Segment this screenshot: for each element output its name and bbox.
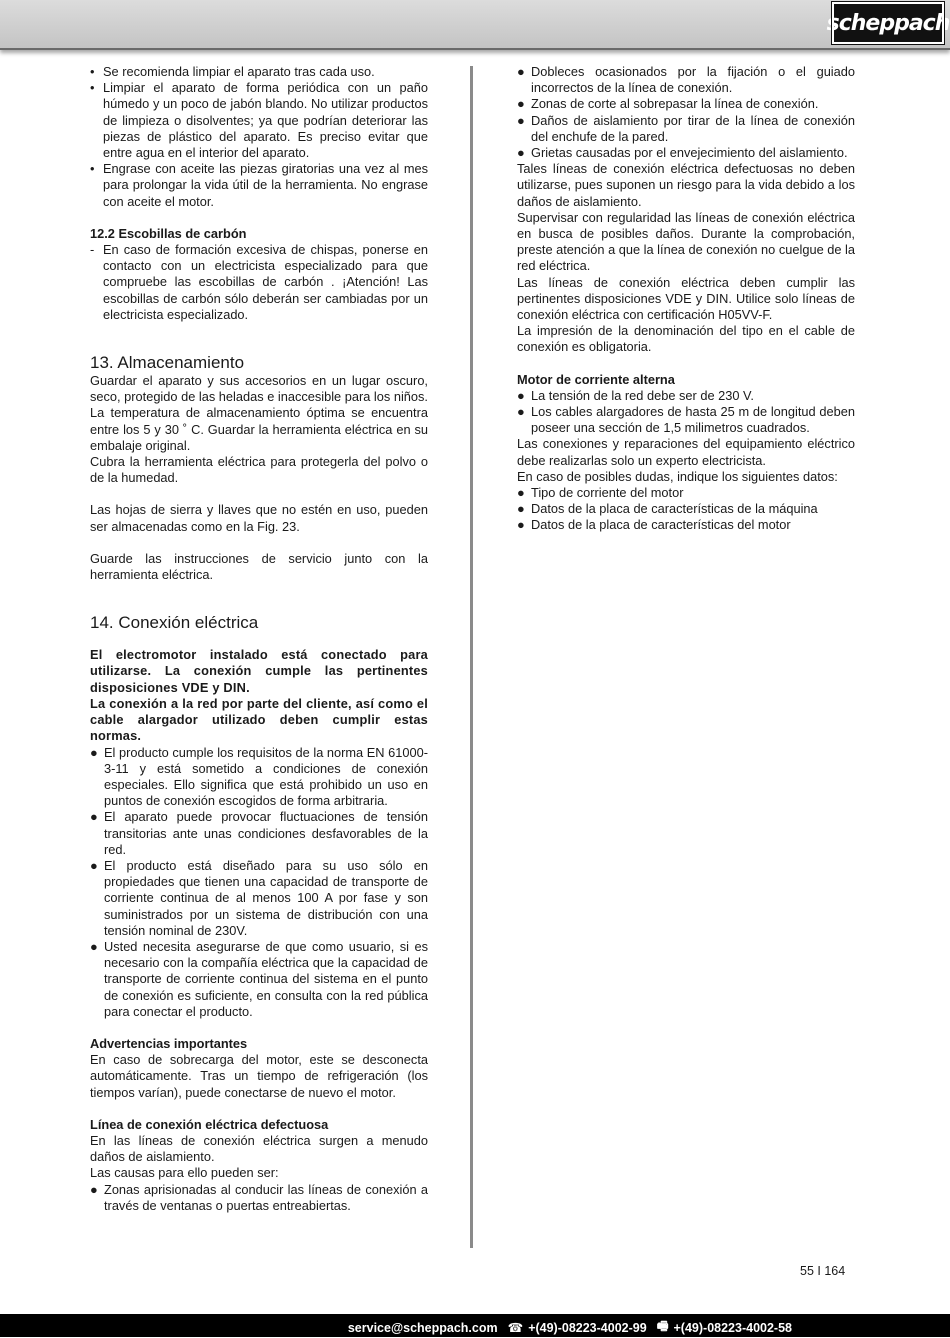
defective-line-heading: Línea de conexión eléctrica defectuosa xyxy=(90,1116,329,1132)
bullet-icon: ● xyxy=(517,501,525,517)
list-item: ● Daños de aislamiento por tirar de la línea de conexión del enchufe de la pared. xyxy=(517,112,855,144)
phone-number: +(49)-08223-4002-99 xyxy=(528,1320,647,1335)
storage-paragraph: Guardar el aparato y sus accesorios en un lugar oscuro, seco, protegido de las heladas e inaccesible para los niños. La temperatura de almacenamiento óptima se encuentra entre los 5 y 30 ˚ C. Guardar la herramienta eléctrica en su embalaje original. xyxy=(90,373,428,453)
data-bullet-list xyxy=(517,485,855,534)
phone-icon: ☎ xyxy=(507,1321,524,1335)
list-item: ● El producto cumple los requisitos de la norma EN 61000-3-11 y está sometido a condiciones de conexión especiales. Ello significa que está prohibido un uso en puntos de conexión escogidos de forma arbitraria. xyxy=(90,744,428,809)
page-number: 55 I 164 xyxy=(800,1264,846,1278)
storage-paragraph: Cubra la herramienta eléctrica para protegerla del polvo o de la humedad. xyxy=(90,454,428,486)
list-item: ● El aparato puede provocar fluctuaciones de tensión transitorias ante unas condiciones desfavorables de la red. xyxy=(90,809,428,857)
list-item: ● Zonas aprisionadas al conducir las líneas de conexión a través de ventanas o puertas entreabiertas. xyxy=(90,1181,428,1213)
bullet-icon: ● xyxy=(90,809,98,825)
list-item: • Se recomienda limpiar el aparato tras cada uso. xyxy=(90,64,375,79)
list-item: ● Usted necesita asegurarse de que como usuario, si es necesario con la compañía eléctrica que la capacidad de transporte de corriente continua del sistema en el punto de conexión es suficiente, en consulta con la red pública para conectar el producto. xyxy=(90,938,428,1019)
causes-bullet-list-continued xyxy=(517,64,855,161)
bullet-icon: ● xyxy=(90,857,98,873)
bullet-icon: ● xyxy=(517,145,525,161)
ac-motor-heading: Motor de corriente alterna xyxy=(517,371,675,387)
doubts-paragraph: En caso de posibles dudas, indique los siguientes datos: xyxy=(517,468,838,484)
header-bar xyxy=(0,0,950,50)
connection-bold-paragraph: La conexión a la red por parte del cliente, así como el cable alargador utilizado deben cumplir estas normas. xyxy=(90,695,428,744)
bullet-icon: ● xyxy=(517,112,525,128)
type-marking-paragraph: La impresión de la denominación del tipo en el cable de conexión es obligatoria. xyxy=(517,323,855,355)
dash-icon: - xyxy=(90,242,95,258)
list-item: ● Los cables alargadores de hasta 25 m de longitud deben poseer una sección de 1,5 milimetros cuadrados. xyxy=(517,404,855,436)
bullet-icon: ● xyxy=(517,404,525,420)
phone-contact xyxy=(508,1320,647,1335)
cleaning-bullet-list xyxy=(90,64,428,210)
bullet-icon: • xyxy=(90,80,95,96)
bullet-icon: ● xyxy=(517,96,525,112)
section-14-heading: 14. Conexión eléctrica xyxy=(90,613,259,633)
list-item: ● Zonas de corte al sobrepasar la línea de conexión. xyxy=(517,96,819,112)
list-item: - En caso de formación excesiva de chispas, ponerse en contacto con un electricista especializado para que compruebe las escobillas de carbón . ¡Atención! Las escobillas de carbón sólo deberán ser cambiadas por un electricista especializado. xyxy=(90,242,428,322)
warnings-heading: Advertencias importantes xyxy=(90,1035,248,1051)
fax-contact xyxy=(657,1317,792,1338)
repairs-paragraph: Las conexiones y reparaciones del equipamiento eléctrico debe realizarlas solo un experto electricista. xyxy=(517,436,855,468)
inspection-paragraph: Supervisar con regularidad las líneas de conexión eléctrica en busca de posibles daños. Durante la comprobación, preste atención a que la línea de conexión no cuelgue de la red eléctrica. xyxy=(517,209,855,274)
right-column xyxy=(517,64,855,534)
standards-paragraph: Las líneas de conexión eléctrica deben cumplir las pertinentes disposiciones VDE y DIN. Utilice solo líneas de conexión eléctrica con certificación H05VV-F. xyxy=(517,274,855,323)
column-divider xyxy=(470,66,473,1248)
defective-line-paragraph: Tales líneas de conexión eléctrica defectuosas no deben utilizarse, pues suponen un riesgo para la vida debido a los daños de aislamiento. xyxy=(517,161,855,209)
bullet-icon: ● xyxy=(517,64,525,79)
footer-contact xyxy=(348,1317,792,1338)
defective-line-paragraph: Las causas para ello pueden ser: xyxy=(90,1165,279,1181)
list-item: ● Grietas causadas por el envejecimiento del aislamiento. xyxy=(517,145,848,161)
list-item: ● La tensión de la red debe ser de 230 V. xyxy=(517,387,754,403)
list-item: ● Datos de la placa de características de la máquina xyxy=(517,501,818,517)
connection-bullet-list xyxy=(90,745,428,1020)
storage-paragraph: Guarde las instrucciones de servicio junto con la herramienta eléctrica. xyxy=(90,550,428,583)
service-email-link[interactable]: service@scheppach.com xyxy=(347,1320,498,1335)
bullet-icon: ● xyxy=(90,744,98,760)
bullet-icon: • xyxy=(90,64,95,79)
bullet-icon: ● xyxy=(90,938,98,954)
bullet-icon: ● xyxy=(517,485,525,501)
section-12-2-heading: 12.2 Escobillas de carbón xyxy=(90,225,247,241)
warnings-paragraph: En caso de sobrecarga del motor, este se desconecta automáticamente. Tras un tiempo de refrigeración (los tiempos varían), puede conectarse de nuevo el motor. xyxy=(90,1052,428,1100)
footer-bar xyxy=(0,1314,950,1337)
fax-icon: 🖷 xyxy=(656,1319,669,1333)
storage-paragraph: Las hojas de sierra y llaves que no estén en uso, pueden ser almacenadas como en la Fig. 23. xyxy=(90,502,428,534)
list-item: ● Tipo de corriente del motor xyxy=(517,485,684,501)
connection-bold-paragraph: El electromotor instalado está conectado para utilizarse. La conexión cumple las pertinentes disposiciones VDE y DIN. xyxy=(90,647,428,695)
bullet-icon: ● xyxy=(517,387,525,403)
bullet-icon: ● xyxy=(90,1181,98,1197)
causes-bullet-list xyxy=(90,1182,428,1214)
fax-number: +(49)-08223-4002-58 xyxy=(673,1320,792,1335)
ac-motor-bullet-list xyxy=(517,388,855,437)
section-13-heading: 13. Almacenamiento xyxy=(90,353,245,373)
list-item: ● Datos de la placa de características del motor xyxy=(517,517,791,533)
list-item: ● El producto está diseñado para su uso sólo en propiedades que tienen una capacidad de transporte de corriente continua de al menos 100 A por fase y son suministrados por un sistema de distribución con una tensión nominal de 230V. xyxy=(90,857,428,938)
list-item: ● Dobleces ocasionados por la fijación o el guiado incorrectos de la línea de conexión. xyxy=(517,64,855,96)
bullet-icon: ● xyxy=(517,517,525,533)
bullet-icon: • xyxy=(90,161,95,177)
list-item: • Engrase con aceite las piezas giratorias una vez al mes para prolongar la vida útil de la herramienta. No engrase con aceite el motor. xyxy=(90,161,428,209)
left-column xyxy=(90,64,428,1214)
list-item: • Limpiar el aparato de forma periódica con un paño húmedo y un poco de jabón blando. No utilizar productos de limpieza o disolventes; ya que podrían deteriorar las piezas de plástico del aparato. Es preciso evitar que entre agua en el interior del aparato. xyxy=(90,80,428,161)
carbon-brush-list xyxy=(90,242,428,323)
defective-line-paragraph: En las líneas de conexión eléctrica surgen a menudo daños de aislamiento. xyxy=(90,1132,428,1165)
scheppach-logo: scheppach xyxy=(832,2,944,44)
